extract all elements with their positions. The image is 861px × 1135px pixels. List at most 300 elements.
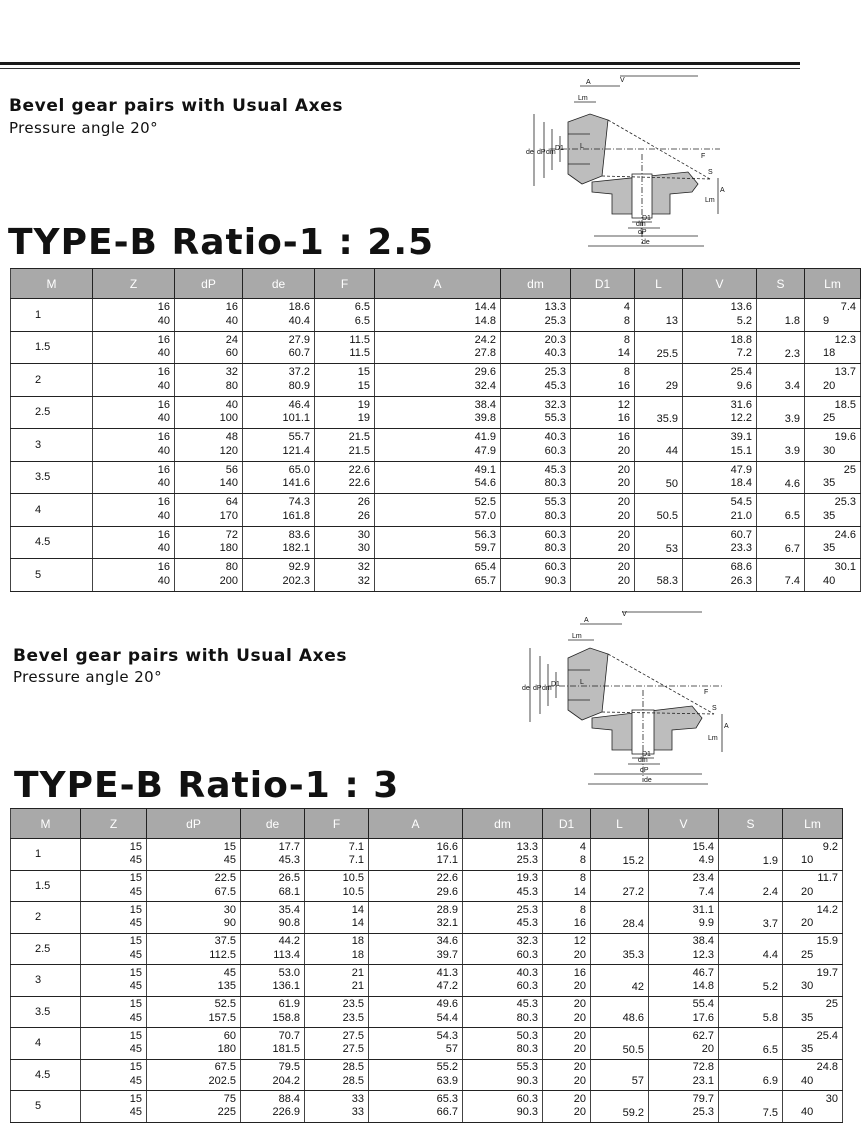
cell-value: 80.9 bbox=[288, 379, 310, 392]
cell-value: 54.3 bbox=[436, 1029, 458, 1042]
cell-l bbox=[635, 396, 683, 429]
diagram-label: dm bbox=[542, 685, 552, 692]
cell-value: 40 bbox=[225, 398, 238, 411]
cell-dp bbox=[147, 933, 241, 965]
cell-value: 24.8 bbox=[816, 1061, 838, 1074]
section1-subtitle: Pressure angle 20° bbox=[9, 119, 158, 137]
cell-value: 14.8 bbox=[474, 314, 496, 327]
cell-value: 63.9 bbox=[436, 1074, 458, 1087]
cell-value: 83.6 bbox=[288, 528, 310, 541]
diagram-label: dP bbox=[638, 229, 647, 236]
cell-value: 8 bbox=[623, 314, 630, 327]
cell-value: 25.3 bbox=[516, 854, 538, 867]
cell-dp bbox=[147, 1028, 241, 1060]
cell-f bbox=[315, 331, 375, 364]
cell-dp bbox=[175, 299, 243, 332]
cell-value: 15 bbox=[129, 998, 142, 1011]
col-header-f: F bbox=[305, 809, 369, 839]
cell-d1 bbox=[543, 965, 591, 997]
cell-value: 17.7 bbox=[278, 840, 300, 853]
cell-z bbox=[93, 559, 175, 592]
cell-value: 100 bbox=[219, 412, 238, 425]
cell-value: 7.4 bbox=[698, 885, 714, 898]
cell-value: 32.1 bbox=[436, 917, 458, 930]
cell-de bbox=[241, 1028, 305, 1060]
cell-v bbox=[683, 494, 757, 527]
cell-value: 61.9 bbox=[278, 998, 300, 1011]
cell-value: 13.3 bbox=[544, 301, 566, 314]
cell-value: 13.6 bbox=[730, 301, 752, 314]
cell-value: 11.5 bbox=[349, 347, 370, 360]
cell-d1 bbox=[571, 526, 635, 559]
col-header-m: M bbox=[11, 809, 81, 839]
cell-value: 23.4 bbox=[692, 872, 714, 885]
col-header-dm: dm bbox=[463, 809, 543, 839]
diagram-label: D1 bbox=[642, 215, 651, 222]
diagram-label: Lm bbox=[705, 197, 715, 204]
cell-d1 bbox=[571, 461, 635, 494]
diagram-label: dP bbox=[640, 767, 649, 774]
cell-value: 14 bbox=[351, 917, 364, 930]
cell-s bbox=[757, 299, 805, 332]
cell-s bbox=[757, 364, 805, 397]
table-row bbox=[11, 965, 843, 997]
cell-a bbox=[375, 331, 501, 364]
diagram-label: F bbox=[704, 689, 709, 696]
cell-value: 225 bbox=[217, 1106, 236, 1119]
cell-dp bbox=[175, 461, 243, 494]
cell-a bbox=[369, 933, 463, 965]
cell-value: 28.9 bbox=[436, 903, 458, 916]
cell-l bbox=[635, 364, 683, 397]
col-header-l: L bbox=[635, 269, 683, 299]
cell-value: 48 bbox=[225, 431, 238, 444]
cell-value: 9.2 bbox=[822, 840, 838, 853]
cell-value: 27.2 bbox=[622, 886, 644, 899]
cell-m: 4.5 bbox=[11, 1059, 81, 1091]
cell-z bbox=[81, 1091, 147, 1123]
cell-f bbox=[315, 559, 375, 592]
cell-value: 8 bbox=[623, 366, 630, 379]
cell-value: 8 bbox=[579, 854, 586, 867]
cell-s bbox=[719, 1091, 783, 1123]
cell-v bbox=[649, 870, 719, 902]
cell-value: 74.3 bbox=[288, 496, 310, 509]
cell-v bbox=[683, 364, 757, 397]
cell-value: 46.4 bbox=[288, 398, 310, 411]
cell-m: 5 bbox=[11, 559, 93, 592]
cell-value: 16 bbox=[617, 379, 630, 392]
cell-value: 34.6 bbox=[436, 935, 458, 948]
col-header-z: Z bbox=[81, 809, 147, 839]
cell-lm bbox=[783, 870, 843, 902]
cell-value: 7.5 bbox=[762, 1106, 778, 1119]
cell-d1 bbox=[571, 331, 635, 364]
diagram-label: L bbox=[580, 143, 584, 150]
cell-value: 9.9 bbox=[698, 917, 714, 930]
diagram-label: de bbox=[526, 149, 534, 156]
cell-value: 31.6 bbox=[730, 398, 752, 411]
cell-value: 12 bbox=[617, 398, 630, 411]
cell-value: 32.3 bbox=[516, 935, 538, 948]
cell-value: 18 bbox=[823, 347, 836, 360]
cell-s bbox=[719, 1028, 783, 1060]
cell-value: 15 bbox=[129, 935, 142, 948]
cell-z bbox=[81, 902, 147, 934]
cell-v bbox=[683, 396, 757, 429]
cell-dm bbox=[463, 996, 543, 1028]
cell-value: 113.4 bbox=[273, 948, 300, 961]
cell-value: 6.5 bbox=[784, 510, 800, 523]
cell-value: 2.4 bbox=[762, 886, 778, 899]
cell-m: 2.5 bbox=[11, 933, 81, 965]
cell-value: 38.4 bbox=[692, 935, 714, 948]
cell-z bbox=[81, 1059, 147, 1091]
cell-value: 35 bbox=[823, 542, 836, 555]
cell-a bbox=[375, 299, 501, 332]
cell-value: 41.9 bbox=[474, 431, 496, 444]
cell-value: 8 bbox=[579, 872, 586, 885]
cell-value: 21.5 bbox=[348, 431, 370, 444]
cell-value: 31.1 bbox=[692, 903, 714, 916]
cell-m: 4 bbox=[11, 494, 93, 527]
section1-title: Bevel gear pairs with Usual Axes bbox=[9, 96, 344, 116]
cell-a bbox=[369, 870, 463, 902]
cell-value: 65.4 bbox=[474, 561, 496, 574]
cell-value: 16 bbox=[617, 412, 630, 425]
diagram-label: F bbox=[701, 153, 706, 160]
cell-value: 27.5 bbox=[342, 1043, 364, 1056]
table-row bbox=[11, 933, 843, 965]
cell-v bbox=[683, 559, 757, 592]
cell-value: 47.9 bbox=[730, 463, 752, 476]
cell-z bbox=[93, 364, 175, 397]
diagram-label: de bbox=[642, 239, 650, 246]
cell-value: 180 bbox=[217, 1043, 236, 1056]
diagram-label: dP bbox=[533, 685, 542, 692]
cell-value: 120 bbox=[219, 444, 238, 457]
cell-value: 80.3 bbox=[544, 477, 566, 490]
cell-value: 25.3 bbox=[516, 903, 538, 916]
cell-value: 67.5 bbox=[214, 1061, 236, 1074]
cell-value: 16 bbox=[157, 528, 170, 541]
cell-value: 20 bbox=[801, 885, 814, 898]
cell-value: 24.2 bbox=[474, 333, 496, 346]
cell-value: 55.3 bbox=[516, 1061, 538, 1074]
cell-de bbox=[243, 494, 315, 527]
cell-a bbox=[375, 494, 501, 527]
col-header-l: L bbox=[591, 809, 649, 839]
diagram-label: S bbox=[708, 169, 713, 176]
cell-value: 80.3 bbox=[516, 1043, 538, 1056]
cell-value: 20 bbox=[617, 561, 630, 574]
table-row bbox=[11, 1059, 843, 1091]
diagram-label: A bbox=[724, 723, 729, 730]
table-row bbox=[11, 494, 861, 527]
cell-value: 18.6 bbox=[288, 301, 310, 314]
cell-dp bbox=[175, 429, 243, 462]
cell-value: 20 bbox=[573, 948, 586, 961]
col-header-lm: Lm bbox=[805, 269, 861, 299]
cell-value: 30 bbox=[823, 444, 836, 457]
cell-value: 32 bbox=[357, 561, 370, 574]
cell-value: 5.2 bbox=[736, 314, 752, 327]
cell-value: 25.4 bbox=[730, 366, 752, 379]
cell-value: 20 bbox=[573, 1106, 586, 1119]
cell-dp bbox=[147, 1059, 241, 1091]
cell-value: 20 bbox=[617, 477, 630, 490]
cell-value: 59.2 bbox=[622, 1106, 644, 1119]
cell-value: 17.1 bbox=[436, 854, 458, 867]
cell-lm bbox=[783, 839, 843, 871]
cell-value: 10.5 bbox=[342, 885, 364, 898]
cell-de bbox=[243, 526, 315, 559]
cell-value: 40.3 bbox=[516, 966, 538, 979]
cell-value: 30 bbox=[357, 528, 370, 541]
cell-value: 40 bbox=[225, 314, 238, 327]
cell-value: 20 bbox=[573, 1061, 586, 1074]
cell-value: 182.1 bbox=[282, 542, 310, 555]
cell-value: 14.8 bbox=[692, 980, 714, 993]
cell-value: 60.3 bbox=[544, 561, 566, 574]
diagram-label: de bbox=[644, 777, 652, 784]
cell-lm bbox=[805, 396, 861, 429]
cell-m: 3 bbox=[11, 965, 81, 997]
cell-dp bbox=[147, 996, 241, 1028]
cell-a bbox=[369, 902, 463, 934]
cell-value: 28.4 bbox=[622, 917, 644, 930]
cell-value: 157.5 bbox=[208, 1011, 236, 1024]
header-rule-thick bbox=[0, 62, 800, 65]
cell-value: 50.5 bbox=[656, 510, 678, 523]
diagram-label: dm bbox=[638, 757, 648, 764]
cell-value: 13 bbox=[665, 315, 678, 328]
cell-dm bbox=[501, 396, 571, 429]
cell-v bbox=[683, 299, 757, 332]
cell-value: 15 bbox=[129, 903, 142, 916]
cell-value: 20 bbox=[701, 1043, 714, 1056]
cell-value: 170 bbox=[219, 509, 238, 522]
cell-de bbox=[243, 331, 315, 364]
cell-value: 181.5 bbox=[272, 1043, 300, 1056]
cell-m: 4 bbox=[11, 1028, 81, 1060]
cell-value: 60.3 bbox=[516, 980, 538, 993]
cell-value: 16 bbox=[157, 398, 170, 411]
cell-f bbox=[305, 1028, 369, 1060]
cell-value: 39.1 bbox=[730, 431, 752, 444]
cell-value: 135 bbox=[217, 980, 236, 993]
col-header-s: S bbox=[757, 269, 805, 299]
cell-value: 65.0 bbox=[288, 463, 310, 476]
cell-value: 45.3 bbox=[516, 885, 538, 898]
cell-value: 40 bbox=[157, 347, 170, 360]
cell-d1 bbox=[543, 839, 591, 871]
cell-de bbox=[243, 396, 315, 429]
cell-value: 25.3 bbox=[692, 1106, 714, 1119]
cell-value: 25.3 bbox=[834, 496, 856, 509]
cell-value: 18.5 bbox=[834, 398, 856, 411]
cell-value: 3.9 bbox=[784, 445, 800, 458]
cell-value: 140 bbox=[219, 477, 238, 490]
cell-value: 6.5 bbox=[354, 301, 370, 314]
cell-s bbox=[757, 429, 805, 462]
cell-value: 8 bbox=[579, 903, 586, 916]
col-header-a: A bbox=[375, 269, 501, 299]
cell-z bbox=[81, 870, 147, 902]
cell-dp bbox=[147, 839, 241, 871]
cell-value: 4.4 bbox=[762, 949, 778, 962]
diagram-label: Lm bbox=[572, 633, 582, 640]
cell-value: 55.2 bbox=[436, 1061, 458, 1074]
cell-value: 15 bbox=[357, 379, 370, 392]
cell-value: 16 bbox=[573, 966, 586, 979]
cell-value: 40 bbox=[157, 574, 170, 587]
cell-a bbox=[369, 839, 463, 871]
cell-lm bbox=[805, 429, 861, 462]
cell-value: 14 bbox=[351, 903, 364, 916]
cell-value: 35 bbox=[823, 509, 836, 522]
faded-company-header bbox=[140, 8, 470, 56]
cell-dp bbox=[175, 396, 243, 429]
cell-value: 27.5 bbox=[342, 1029, 364, 1042]
cell-f bbox=[315, 364, 375, 397]
section2-subtitle: Pressure angle 20° bbox=[13, 668, 162, 686]
cell-value: 68.1 bbox=[278, 885, 300, 898]
cell-value: 25 bbox=[825, 998, 838, 1011]
diagram-label: dm bbox=[546, 149, 556, 156]
cell-value: 41.3 bbox=[436, 966, 458, 979]
cell-m: 1 bbox=[11, 299, 93, 332]
cell-value: 16 bbox=[157, 463, 170, 476]
cell-v bbox=[649, 965, 719, 997]
cell-z bbox=[93, 331, 175, 364]
cell-value: 7.1 bbox=[348, 854, 364, 867]
cell-de bbox=[243, 559, 315, 592]
cell-value: 202.5 bbox=[208, 1074, 236, 1087]
cell-value: 45.3 bbox=[544, 379, 566, 392]
col-header-de: de bbox=[243, 269, 315, 299]
cell-v bbox=[683, 461, 757, 494]
cell-value: 72.8 bbox=[692, 1061, 714, 1074]
section2-gear-diagram bbox=[518, 606, 744, 792]
cell-s bbox=[719, 965, 783, 997]
cell-d1 bbox=[571, 396, 635, 429]
col-header-d1: D1 bbox=[571, 269, 635, 299]
cell-value: 16 bbox=[157, 561, 170, 574]
cell-l bbox=[591, 1091, 649, 1123]
cell-value: 54.5 bbox=[730, 496, 752, 509]
cell-value: 21 bbox=[351, 980, 364, 993]
cell-value: 80.3 bbox=[544, 542, 566, 555]
table-header-row bbox=[11, 269, 861, 299]
cell-dm bbox=[463, 902, 543, 934]
cell-value: 67.5 bbox=[214, 885, 236, 898]
cell-lm bbox=[805, 559, 861, 592]
cell-l bbox=[591, 902, 649, 934]
cell-value: 45 bbox=[223, 966, 236, 979]
cell-v bbox=[683, 429, 757, 462]
cell-m: 4.5 bbox=[11, 526, 93, 559]
cell-value: 136.1 bbox=[272, 980, 300, 993]
cell-a bbox=[375, 526, 501, 559]
section1-type-title: TYPE-B Ratio-1 : 2.5 bbox=[8, 222, 435, 263]
cell-value: 158.8 bbox=[272, 1011, 300, 1024]
cell-value: 57 bbox=[631, 1075, 644, 1088]
cell-dp bbox=[175, 526, 243, 559]
table-row bbox=[11, 331, 861, 364]
cell-z bbox=[93, 299, 175, 332]
section1-spec-table bbox=[10, 268, 861, 592]
cell-value: 25.4 bbox=[816, 1029, 838, 1042]
table-header-row bbox=[11, 809, 843, 839]
cell-lm bbox=[805, 364, 861, 397]
cell-dp bbox=[175, 494, 243, 527]
col-header-z: Z bbox=[93, 269, 175, 299]
cell-value: 15 bbox=[129, 1092, 142, 1105]
cell-lm bbox=[805, 461, 861, 494]
cell-dm bbox=[463, 1028, 543, 1060]
cell-dm bbox=[501, 526, 571, 559]
cell-a bbox=[369, 965, 463, 997]
cell-value: 44 bbox=[665, 445, 678, 458]
cell-dp bbox=[147, 870, 241, 902]
table-row bbox=[11, 526, 861, 559]
cell-value: 14.4 bbox=[474, 301, 496, 314]
cell-value: 112.5 bbox=[209, 948, 236, 961]
cell-de bbox=[241, 933, 305, 965]
cell-lm bbox=[805, 331, 861, 364]
cell-de bbox=[241, 839, 305, 871]
cell-value: 46.7 bbox=[692, 966, 714, 979]
cell-dm bbox=[501, 299, 571, 332]
cell-v bbox=[649, 996, 719, 1028]
cell-value: 25 bbox=[843, 463, 856, 476]
cell-value: 15 bbox=[129, 966, 142, 979]
cell-value: 22.5 bbox=[214, 872, 236, 885]
cell-z bbox=[93, 494, 175, 527]
table-row bbox=[11, 364, 861, 397]
cell-value: 180 bbox=[219, 542, 238, 555]
cell-value: 4.9 bbox=[698, 854, 714, 867]
cell-value: 40 bbox=[157, 412, 170, 425]
cell-s bbox=[719, 839, 783, 871]
cell-l bbox=[635, 331, 683, 364]
cell-value: 11.7 bbox=[817, 872, 838, 885]
cell-value: 22.6 bbox=[436, 872, 458, 885]
cell-value: 1.9 bbox=[762, 854, 778, 867]
cell-l bbox=[635, 494, 683, 527]
cell-l bbox=[635, 526, 683, 559]
cell-value: 25 bbox=[823, 412, 836, 425]
cell-value: 55.3 bbox=[544, 496, 566, 509]
cell-value: 24 bbox=[225, 333, 238, 346]
table-row bbox=[11, 299, 861, 332]
cell-value: 40 bbox=[823, 574, 836, 587]
cell-value: 45 bbox=[129, 917, 142, 930]
cell-value: 15.2 bbox=[622, 854, 644, 867]
cell-d1 bbox=[543, 902, 591, 934]
cell-d1 bbox=[571, 429, 635, 462]
cell-value: 26 bbox=[357, 509, 370, 522]
cell-value: 53.0 bbox=[278, 966, 300, 979]
cell-dp bbox=[147, 1091, 241, 1123]
cell-value: 45 bbox=[223, 854, 236, 867]
cell-v bbox=[649, 1091, 719, 1123]
cell-value: 57 bbox=[445, 1043, 458, 1056]
cell-value: 49.1 bbox=[474, 463, 496, 476]
cell-f bbox=[305, 902, 369, 934]
cell-value: 79.7 bbox=[692, 1092, 714, 1105]
